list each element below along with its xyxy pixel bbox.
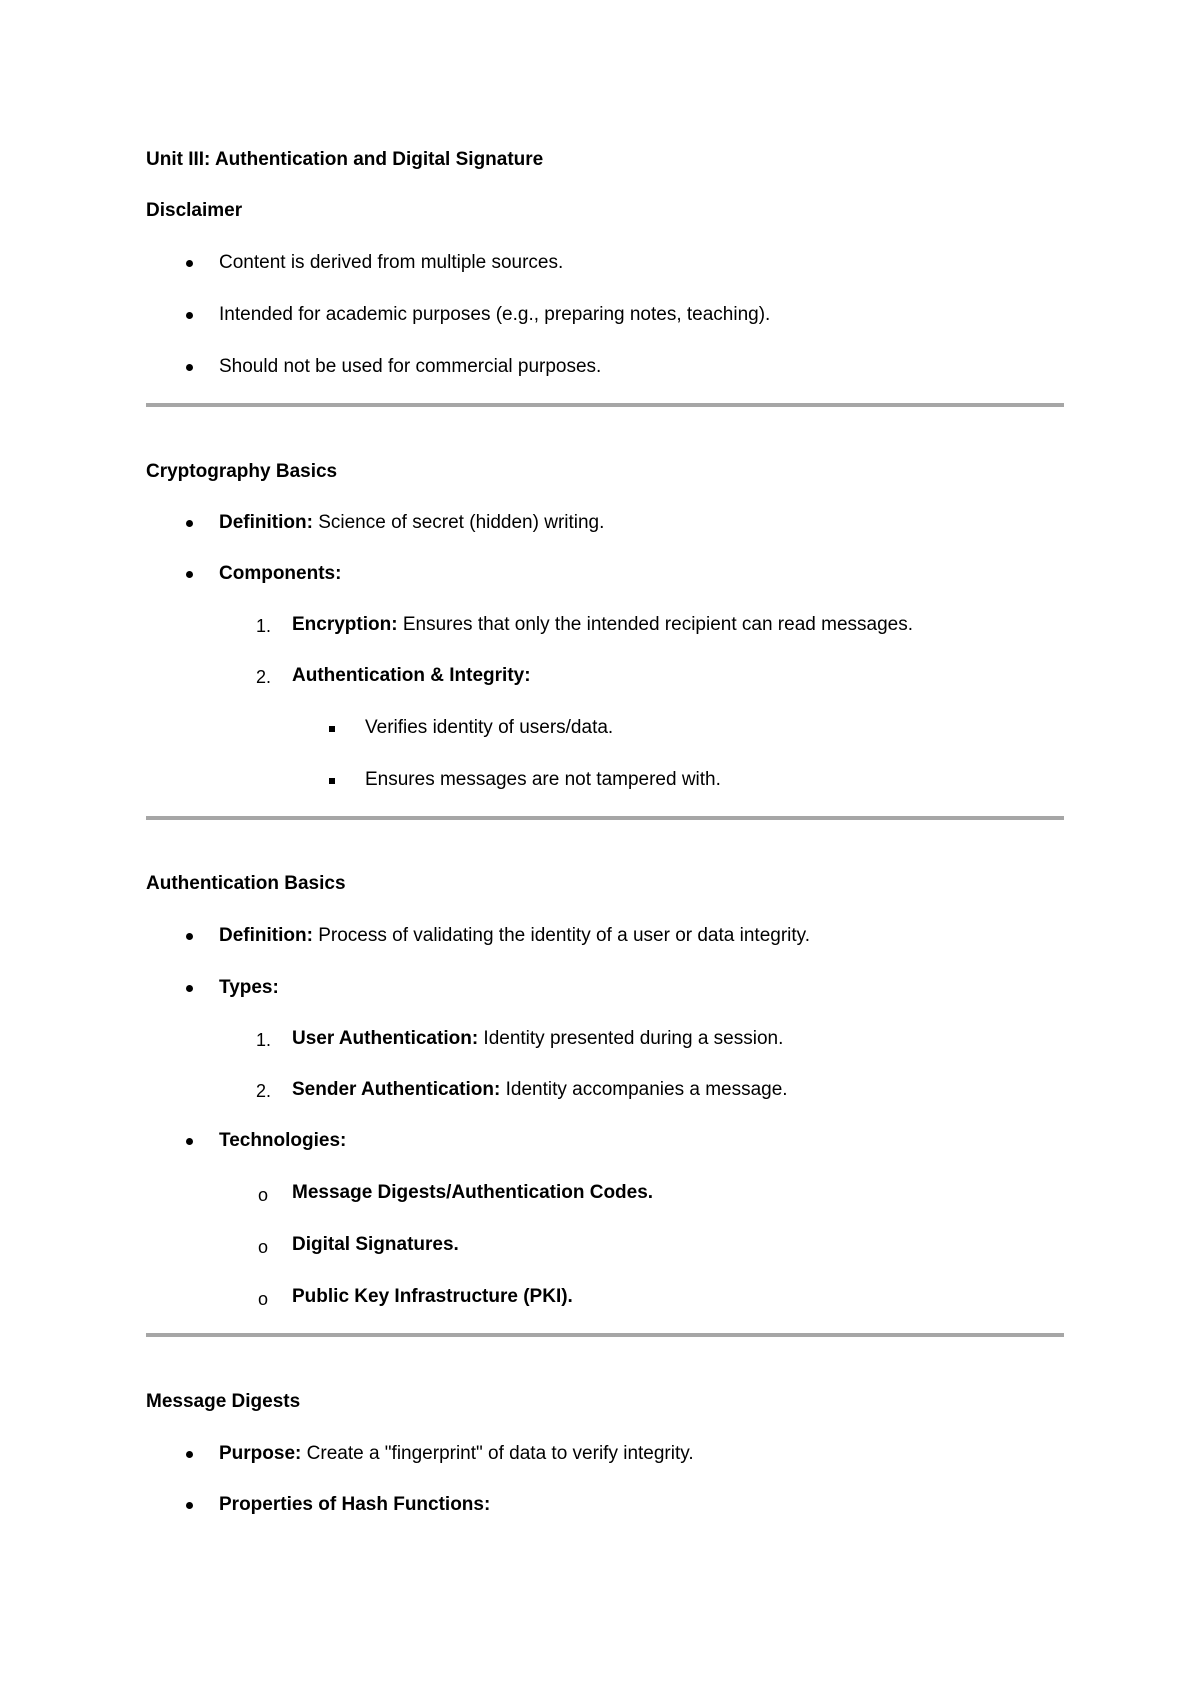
definition-text: Process of validating the identity of a user or data integrity.: [318, 925, 811, 946]
component-label: Encryption:: [292, 614, 398, 635]
disclaimer-item: Intended for academic purposes (e.g., preparing notes, teaching).: [219, 304, 771, 325]
circle-bullet-icon: o: [258, 1289, 269, 1309]
type-item: [292, 1027, 783, 1051]
page-title: Unit III: Authentication and Digital Signature: [146, 149, 544, 170]
definition-text: Science of secret (hidden) writing.: [318, 512, 605, 533]
bullet-icon: [186, 1138, 193, 1145]
technology-item: Public Key Infrastructure (PKI).: [292, 1286, 573, 1307]
bullet-icon: [186, 312, 193, 319]
types-label: Types:: [219, 977, 279, 998]
section-divider: [146, 1333, 1064, 1337]
definition-label: Definition:: [219, 925, 313, 946]
component-label: Authentication & Integrity:: [292, 665, 531, 686]
square-bullet-icon: [329, 778, 335, 784]
bullet-icon: [186, 933, 193, 940]
digests-purpose: [219, 1442, 694, 1466]
crypto-heading: Cryptography Basics: [146, 461, 338, 482]
properties-label: Properties of Hash Functions:: [219, 1494, 491, 1515]
component-text: Ensures that only the intended recipient can read messages.: [402, 614, 913, 635]
purpose-label: Purpose:: [219, 1443, 302, 1464]
technology-item: Message Digests/Authentication Codes.: [292, 1182, 654, 1203]
auth-definition: [219, 924, 810, 948]
section-divider: [146, 816, 1064, 820]
disclaimer-item: Should not be used for commercial purposes.: [219, 356, 602, 377]
type-label: Sender Authentication:: [292, 1079, 501, 1100]
disclaimer-item: Content is derived from multiple sources.: [219, 252, 564, 273]
circle-bullet-icon: o: [258, 1185, 269, 1205]
list-number: 1.: [256, 1030, 272, 1050]
list-number: 2.: [256, 1081, 272, 1101]
type-text: Identity accompanies a message.: [505, 1079, 788, 1100]
bullet-icon: [186, 364, 193, 371]
list-number: 2.: [256, 667, 272, 687]
section-divider: [146, 403, 1064, 407]
circle-bullet-icon: o: [258, 1237, 269, 1257]
components-label: Components:: [219, 563, 342, 584]
technologies-label: Technologies:: [219, 1130, 347, 1151]
bullet-icon: [186, 985, 193, 992]
type-label: User Authentication:: [292, 1028, 479, 1049]
technology-item: Digital Signatures.: [292, 1234, 459, 1255]
bullet-icon: [186, 1502, 193, 1509]
sub-item: Verifies identity of users/data.: [365, 717, 614, 738]
sub-item: Ensures messages are not tampered with.: [365, 769, 721, 790]
list-number: 1.: [256, 616, 272, 636]
square-bullet-icon: [329, 726, 335, 732]
purpose-text: Create a "fingerprint" of data to verify integrity.: [306, 1443, 694, 1464]
bullet-icon: [186, 571, 193, 578]
bullet-icon: [186, 1451, 193, 1458]
component-item: [292, 613, 913, 637]
type-item: [292, 1078, 788, 1102]
definition-label: Definition:: [219, 512, 313, 533]
bullet-icon: [186, 520, 193, 527]
digests-heading: Message Digests: [146, 1391, 301, 1412]
type-text: Identity presented during a session.: [483, 1028, 784, 1049]
bullet-icon: [186, 260, 193, 267]
crypto-definition: [219, 511, 604, 535]
auth-heading: Authentication Basics: [146, 873, 346, 894]
disclaimer-heading: Disclaimer: [146, 200, 243, 221]
